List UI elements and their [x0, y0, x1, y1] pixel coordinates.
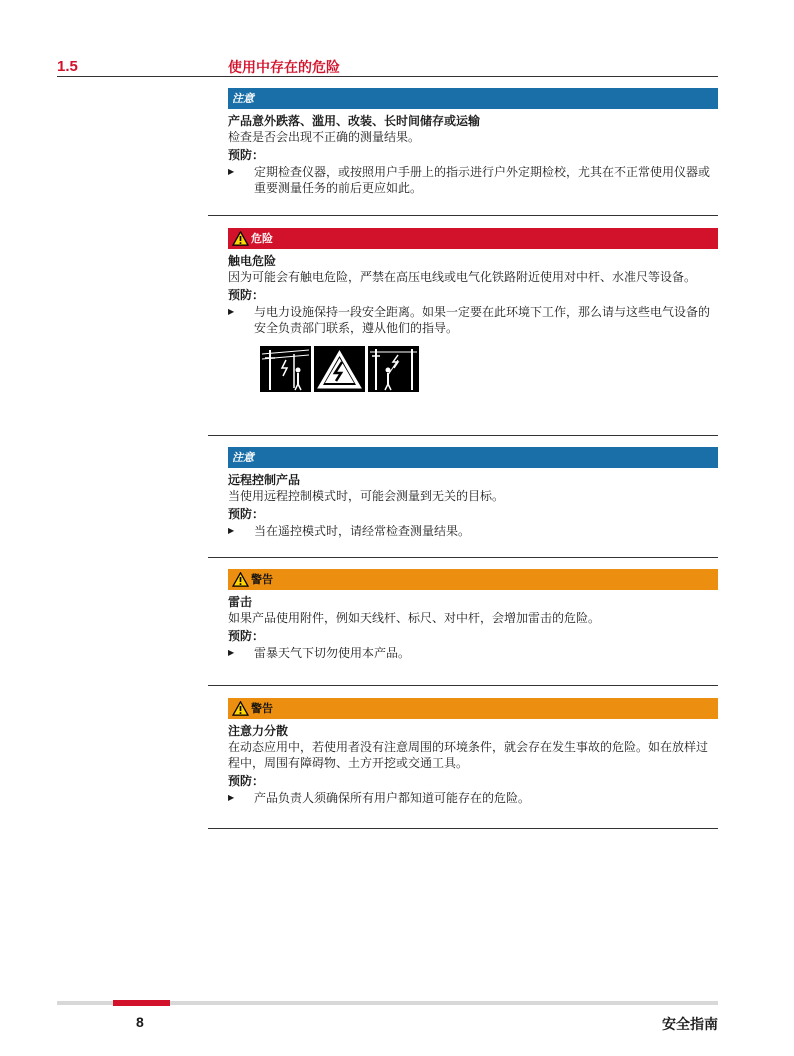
block-heading: 雷击	[228, 595, 253, 609]
section-rule	[57, 76, 718, 77]
footer-chapter-title: 安全指南	[662, 1017, 718, 1033]
electrocution-pictogram	[260, 346, 420, 392]
block-heading: 远程控制产品	[228, 473, 301, 487]
page-number: 8	[136, 1014, 144, 1030]
block-separator	[208, 828, 718, 829]
warning-bar	[228, 569, 718, 590]
block-heading: 产品意外跌落、滥用、改装、长时间储存或运输	[228, 114, 481, 128]
notice-block-drop	[228, 88, 718, 196]
notice-bar	[228, 447, 718, 468]
notice-bar	[228, 88, 718, 109]
warning-bar	[228, 698, 718, 719]
bullet-triangle-icon: ▶	[228, 526, 235, 535]
list-item: ▶ 定期检查仪器，或按照用户手册上的指示进行户外定期检校，尤其在不正常使用仪器或重要测量任务的前后更应如此。	[228, 165, 711, 195]
notice-label: 注意	[232, 451, 254, 464]
bullet-triangle-icon: ▶	[228, 648, 235, 657]
block-description: 当使用远程控制模式时，可能会测量到无关的目标。	[228, 489, 505, 503]
block-separator	[208, 215, 718, 216]
bullet-triangle-icon: ▶	[228, 167, 235, 176]
warning-triangle-icon	[232, 701, 249, 716]
bullet-triangle-icon: ▶	[228, 307, 235, 316]
warning-block-distraction	[228, 698, 718, 806]
block-heading: 触电危险	[228, 254, 277, 268]
danger-bar	[228, 228, 718, 249]
block-description: 检查是否会出现不正确的测量结果。	[228, 130, 421, 144]
block-description: 如果产品使用附件，例如天线杆、标尺、对中杆，会增加雷击的危险。	[228, 611, 601, 625]
high-voltage-warning-icon	[314, 346, 365, 392]
power-line-pole-icon	[260, 346, 311, 392]
railway-catenary-icon	[368, 346, 419, 392]
prevention-label: 预防：	[228, 507, 265, 521]
warning-triangle-icon	[232, 572, 249, 587]
list-item: ▶ 产品负责人须确保所有用户都知道可能存在的危险。	[228, 791, 531, 805]
prevention-label: 预防：	[228, 148, 265, 162]
block-description: 在动态应用中，若使用者没有注意周围的环境条件，就会存在发生事故的危险。如在放样过程中，周围有障碍物、土方开挖或交通工具。	[228, 740, 709, 770]
block-description: 因为可能会有触电危险，严禁在高压电线或电气化铁路附近使用对中杆、水准尺等设备。	[228, 270, 697, 284]
block-heading: 注意力分散	[228, 724, 289, 738]
list-item: ▶ 雷暴天气下切勿使用本产品。	[228, 646, 411, 660]
danger-block-electrocution	[228, 228, 718, 392]
block-separator	[208, 685, 718, 686]
footer-accent	[113, 1000, 170, 1006]
prevention-label: 预防：	[228, 288, 265, 302]
notice-label: 注意	[232, 92, 254, 105]
prevention-label: 预防：	[228, 629, 265, 643]
prevention-label: 预防：	[228, 774, 265, 788]
warning-triangle-icon	[232, 231, 249, 246]
warning-block-lightning	[228, 569, 718, 661]
block-separator	[208, 557, 718, 558]
list-item: ▶ 与电力设施保持一段安全距离。如果一定要在此环境下工作，那么请与这些电气设备的安全负责部门联系，遵从他们的指导。	[228, 305, 711, 335]
warning-label: 警告	[251, 573, 273, 586]
danger-label: 危险	[251, 232, 273, 245]
section-number: 1.5	[57, 58, 78, 75]
block-separator	[208, 435, 718, 436]
warning-label: 警告	[251, 702, 273, 715]
notice-block-remote	[228, 447, 718, 539]
section-title: 使用中存在的危险	[228, 60, 340, 76]
bullet-triangle-icon: ▶	[228, 793, 235, 802]
list-item: ▶ 当在遥控模式时，请经常检查测量结果。	[228, 524, 471, 538]
